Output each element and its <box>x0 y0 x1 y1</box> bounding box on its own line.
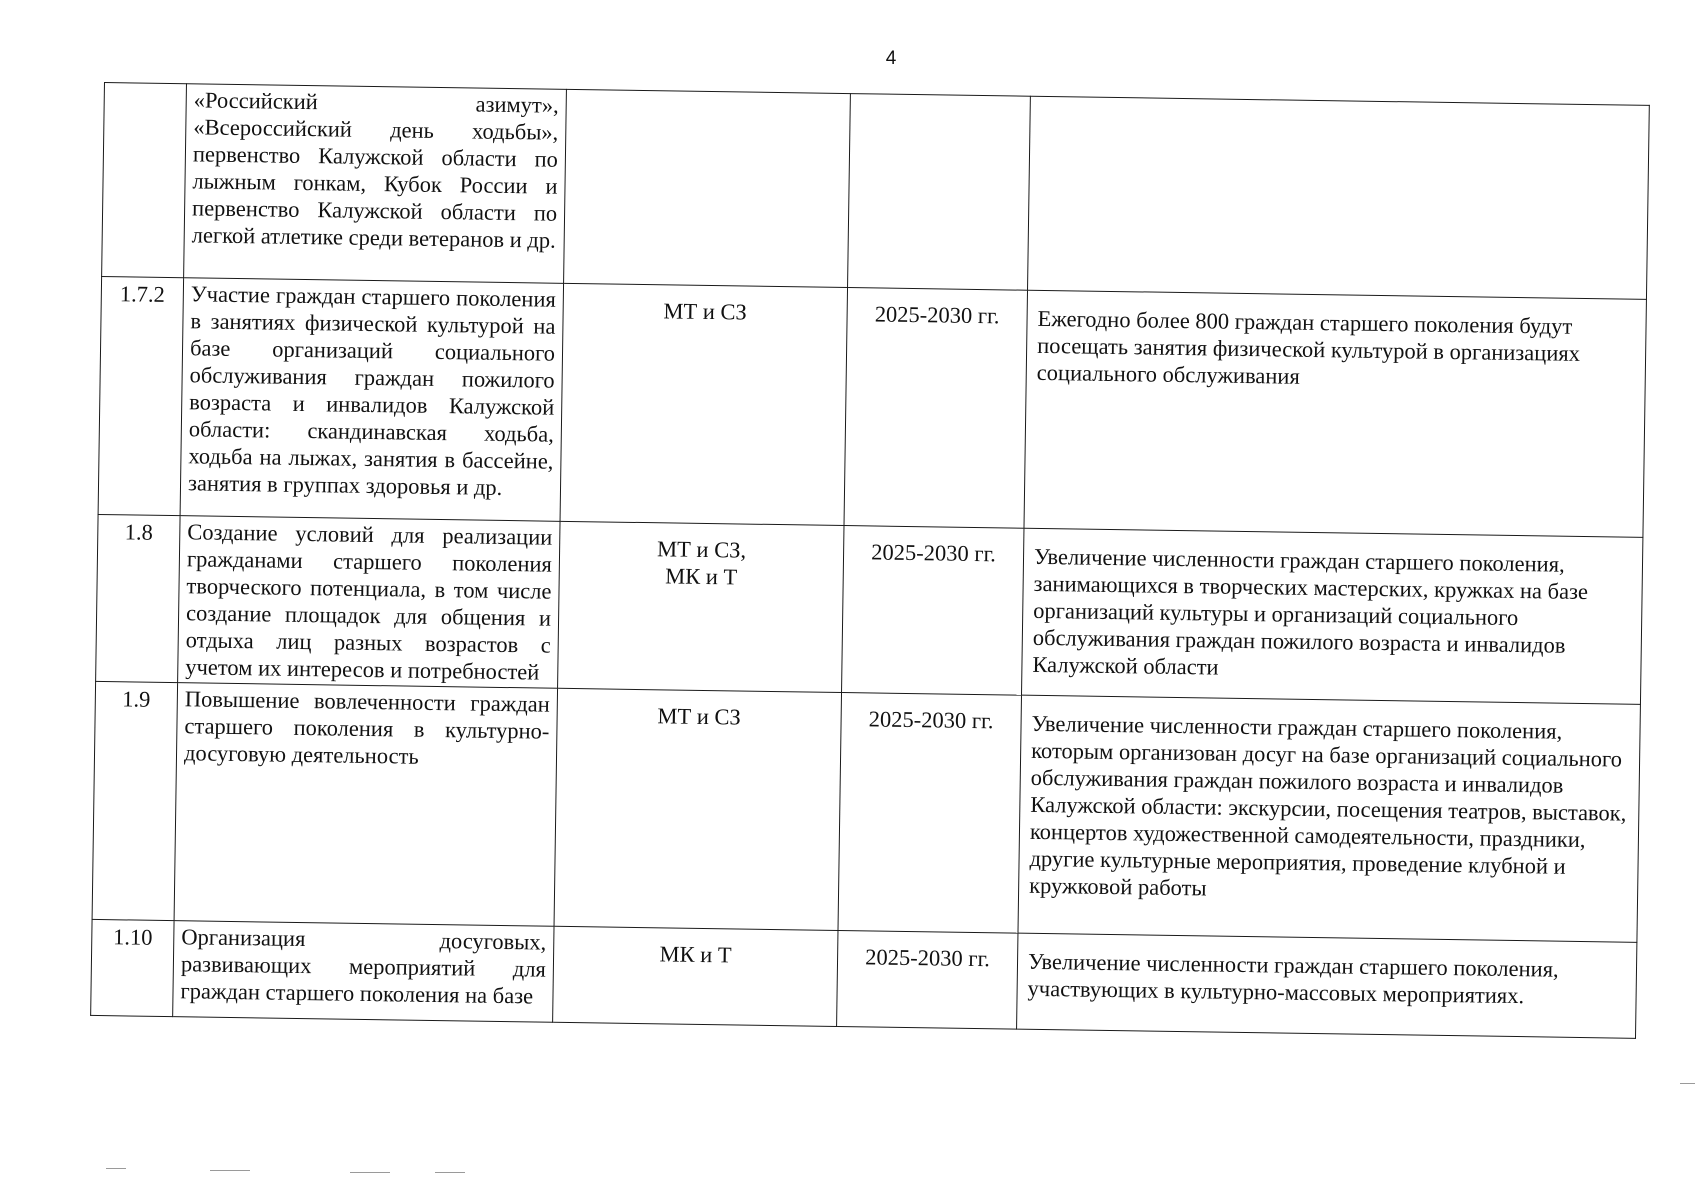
row-number: 1.9 <box>92 681 178 920</box>
row-number: 1.10 <box>91 919 174 1016</box>
measure-description: «Российский азимут», «Всероссийский день ходьбы», первенство Калужской области по лыжным гонкам, Кубок России и первенство Калужской области по легкой атлетике среди ветеранов и др. <box>184 84 567 284</box>
responsible-executor <box>564 89 851 287</box>
table-row <box>102 83 1650 300</box>
implementation-term: 2025-2030 гг. <box>842 526 1024 696</box>
expected-result: Увеличение численности граждан старшего поколения, занимающихся в творческих мастерских, кружках на базе организаций культуры и организаций социального обслуживания граждан пожилого возраста и инвалидов Калужской области <box>1022 528 1643 704</box>
measures-table-container <box>90 82 1650 1039</box>
measure-description: Участие граждан старшего поколения в занятиях физической культурой на базе организаций социального обслуживания граждан пожилого возраста и инвалидов Калужской области: скандинавская ходьба, ходьба на лыжах, занятия в бассейне, занятия в группах здоровья и др. <box>180 278 563 522</box>
responsible-executor: МК и Т <box>553 926 838 1026</box>
table-row <box>92 681 1640 942</box>
scan-artifact <box>210 1170 250 1171</box>
scan-artifact <box>1680 1083 1695 1084</box>
expected-result: Ежегодно более 800 граждан старшего поколения будут посещать занятия физической культурой в организациях социального обслуживания <box>1024 290 1646 537</box>
implementation-term: 2025-2030 гг. <box>844 288 1028 529</box>
measure-description: Создание условий для реализации гражданами старшего поколения творческого потенциала, в том числе создание площадок для общения и отдыха лиц разных возрастов с учетом их интересов и потребностей <box>178 516 560 689</box>
implementation-term <box>848 94 1031 291</box>
table-row <box>96 514 1643 704</box>
expected-result: Увеличение численности граждан старшего поколения, участвующих в культурно-массовых мероприятиях. <box>1017 933 1637 1038</box>
scan-artifact <box>106 1168 126 1169</box>
row-number <box>102 83 187 278</box>
table-row <box>98 276 1646 537</box>
implementation-term: 2025-2030 гг. <box>837 930 1018 1029</box>
row-number: 1.7.2 <box>98 276 184 515</box>
expected-result: Увеличение численности граждан старшего поколения, которым организован досуг на базе организаций социального обслуживания граждан пожилого возраста и инвалидов Калужской области: экскурсии, посещения театров, выставок, концертов художественной самодеятельности, праздники, другие культурные мероприятия, проведение клубной и кружковой работы <box>1018 695 1640 942</box>
row-number: 1.8 <box>96 514 180 682</box>
measure-description: Повышение вовлеченности граждан старшего поколения в культурно-досуговую деятельность <box>174 683 557 927</box>
page-number: 4 <box>885 48 897 69</box>
measure-description: Организация досуговых, развивающих мероприятий для граждан старшего поколения на базе <box>173 921 554 1023</box>
measures-table <box>90 82 1650 1039</box>
expected-result <box>1028 96 1650 299</box>
responsible-executor: МТ и СЗ <box>554 688 841 930</box>
implementation-term: 2025-2030 гг. <box>838 693 1022 934</box>
scan-artifact <box>435 1172 465 1173</box>
responsible-executor: МТ и СЗ <box>560 283 847 525</box>
scan-artifact <box>350 1172 390 1173</box>
responsible-executor: МТ и СЗ, МК и Т <box>558 521 844 692</box>
